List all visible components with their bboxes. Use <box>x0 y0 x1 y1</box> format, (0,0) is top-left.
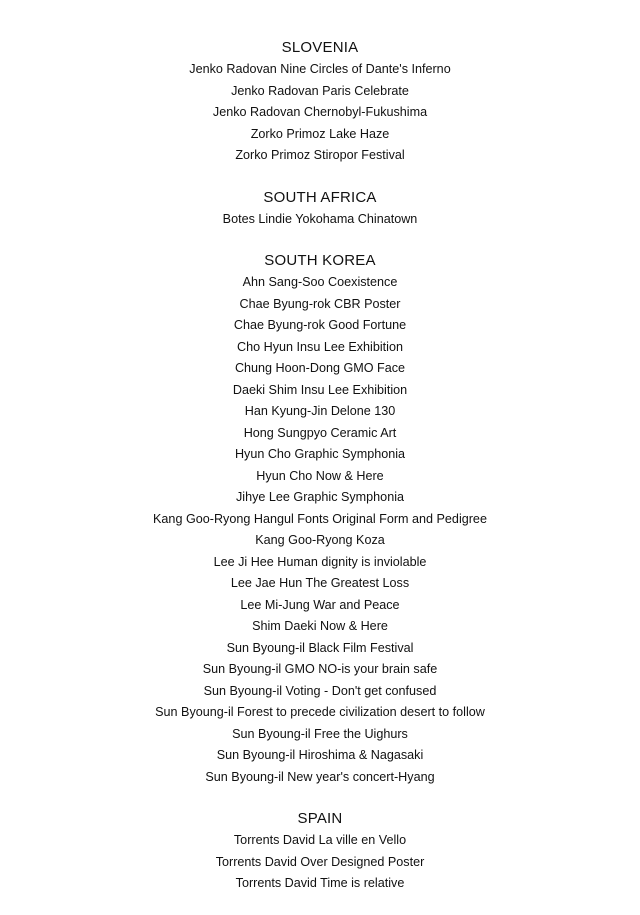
list-item: Cho Hyun Insu Lee Exhibition <box>237 339 403 354</box>
list-item: Ahn Sang-Soo Coexistence <box>242 275 398 289</box>
list-item: Zorko Primoz Stiropor Festival <box>235 148 405 162</box>
country-heading: SOUTH KOREA <box>264 252 376 269</box>
list-item: Torrents David Over Designed Poster <box>215 854 425 869</box>
list-item: Hong Sungpyo Ceramic Art <box>243 425 397 440</box>
list-item: Torrents David Time is relative <box>235 876 405 890</box>
list-item: Zorko Primoz Lake Haze <box>250 126 390 141</box>
entry-list <box>0 209 640 231</box>
entry-list <box>0 59 640 167</box>
list-item: Torrents David La ville en Vello <box>233 833 407 847</box>
list-item: Kang Goo-Ryong Hangul Fonts Original Form and Pedigree <box>153 511 487 526</box>
list-item: Jenko Radovan Paris Celebrate <box>231 83 409 98</box>
list-item: Lee Ji Hee Human dignity is inviolable <box>213 554 427 569</box>
country-section <box>0 250 640 788</box>
country-section <box>0 808 640 895</box>
country-section <box>0 37 640 167</box>
list-item: Jihye Lee Graphic Symphonia <box>235 490 404 504</box>
list-item: Sun Byoung-il Black Film Festival <box>226 640 414 655</box>
list-item: Hyun Cho Now & Here <box>256 468 384 483</box>
list-item: Sun Byoung-il Hiroshima & Nagasaki <box>216 748 424 762</box>
list-item: Sun Byoung-il Free the Uighurs <box>232 726 408 741</box>
list-item: Han Kyung-Jin Delone 130 <box>244 404 396 418</box>
list-item: Jenko Radovan Chernobyl-Fukushima <box>212 105 428 119</box>
list-item: Shim Daeki Now & Here <box>252 619 388 633</box>
country-section <box>0 187 640 231</box>
list-item: Sun Byoung-il Voting - Don't get confused <box>203 683 437 698</box>
list-item: Hyun Cho Graphic Symphonia <box>234 447 406 461</box>
list-item: Chae Byung-rok CBR Poster <box>239 296 401 311</box>
list-item: Sun Byoung-il New year's concert-Hyang <box>205 769 435 784</box>
list-item: Sun Byoung-il GMO NO-is your brain safe <box>202 662 438 676</box>
country-heading: SOUTH AFRICA <box>263 188 377 206</box>
list-item: Lee Mi-Jung War and Peace <box>240 597 400 612</box>
list-item: Lee Jae Hun The Greatest Loss <box>230 576 410 590</box>
document-page <box>0 37 640 915</box>
list-item: Chung Hoon-Dong GMO Face <box>234 361 406 375</box>
list-item: Sun Byoung-il Forest to precede civilization desert to follow <box>155 705 485 719</box>
list-item: Daeki Shim Insu Lee Exhibition <box>232 382 408 397</box>
list-item: Botes Lindie Yokohama Chinatown <box>222 211 418 226</box>
list-item: Chae Byung-rok Good Fortune <box>233 318 407 332</box>
list-item: Kang Goo-Ryong Koza <box>255 533 385 547</box>
list-item: Jenko Radovan Nine Circles of Dante's Inferno <box>189 62 451 76</box>
country-heading: SPAIN <box>297 810 343 827</box>
entry-list <box>0 830 640 895</box>
country-heading: SLOVENIA <box>281 39 359 56</box>
entry-list <box>0 272 640 788</box>
